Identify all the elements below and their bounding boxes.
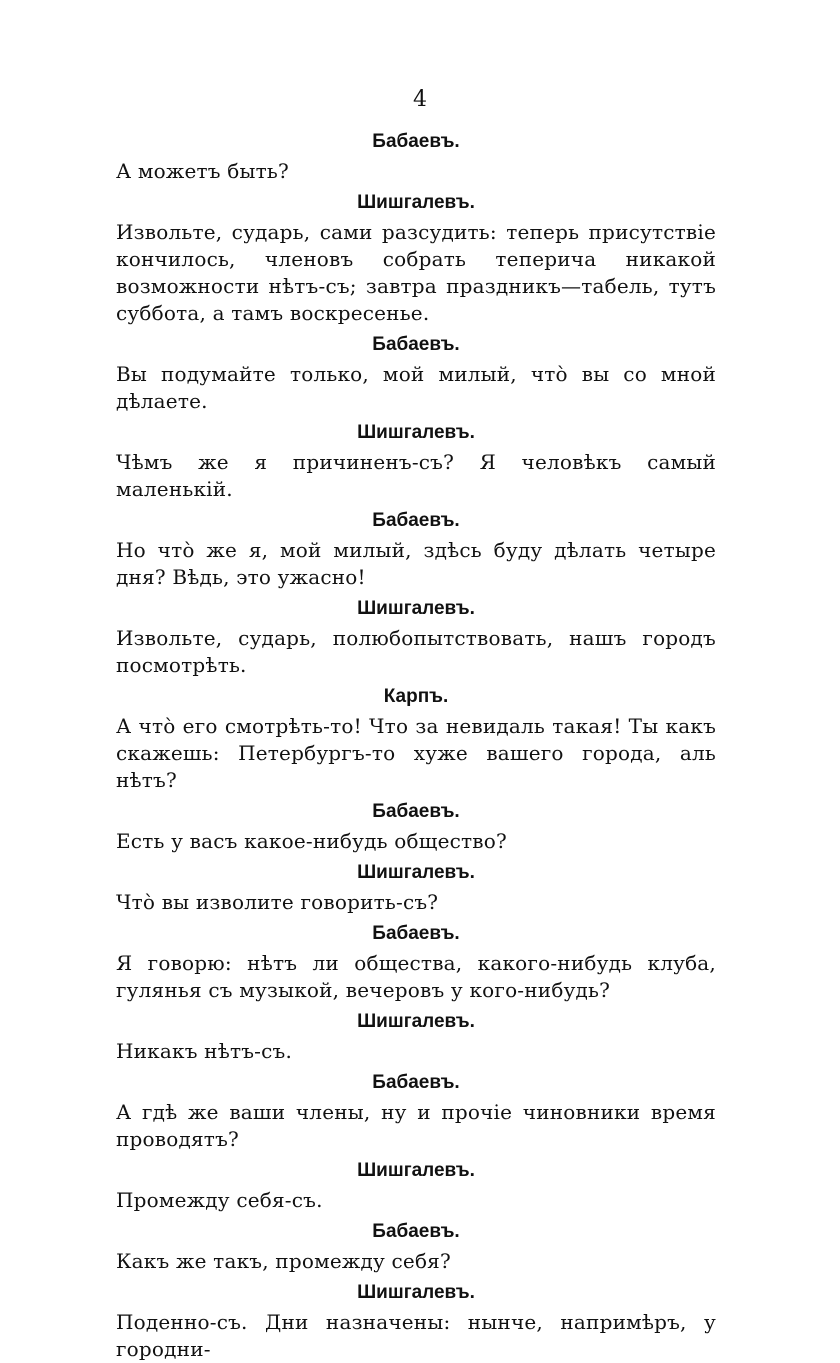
dialogue-line: Я говорю: нѣтъ ли общества, какого-нибудь клуба, гулянья съ музыкой, вечеровъ у кого-нибудь? xyxy=(116,951,716,1002)
dialogue-line: Чѣмъ же я причиненъ-съ? Я человѣкъ самый маленькій. xyxy=(116,450,716,501)
speaker-name: Шишгалевъ. xyxy=(357,598,475,619)
speaker-name: Карпъ. xyxy=(383,686,449,707)
speaker-name: Бабаевъ. xyxy=(372,334,460,355)
speaker-name: Шишгалевъ. xyxy=(357,862,475,883)
speaker-name: Шишгалевъ. xyxy=(357,1282,475,1303)
play-dialogue xyxy=(116,128,716,1363)
dialogue-line: Извольте, сударь, полюбопытствовать, нашъ городъ посмотрѣть. xyxy=(116,626,716,677)
speaker-name: Бабаевъ. xyxy=(372,510,460,531)
speaker-name: Бабаевъ. xyxy=(372,923,460,944)
dialogue-line: Что̀ вы изволите говорить-съ? xyxy=(116,890,439,914)
dialogue-line: Извольте, сударь, сами разсудить: теперь присутствіе кончилось, членовъ собрать теперича никакой возможности нѣтъ-съ; завтра праздникъ—табель, тутъ суббота, а тамъ воскресенье. xyxy=(116,220,716,325)
speaker-name: Бабаевъ. xyxy=(372,1072,460,1093)
speaker-name: Шишгалевъ. xyxy=(357,1160,475,1181)
dialogue-line: Но что̀ же я, мой милый, здѣсь буду дѣлать четыре дня? Вѣдь, это ужасно! xyxy=(116,538,716,589)
dialogue-line: Есть у васъ какое-нибудь общество? xyxy=(116,829,507,853)
dialogue-line: Вы подумайте только, мой милый, что̀ вы со мной дѣлаете. xyxy=(116,362,716,413)
dialogue-line: Поденно-съ. Дни назначены: нынче, напримѣръ, у городни- xyxy=(116,1310,716,1361)
speaker-name: Бабаевъ. xyxy=(372,131,460,152)
speaker-name: Шишгалевъ. xyxy=(357,1011,475,1032)
speaker-name: Бабаевъ. xyxy=(372,1221,460,1242)
dialogue-line: А можетъ быть? xyxy=(116,159,289,183)
speaker-name: Шишгалевъ. xyxy=(357,422,475,443)
dialogue-line: Промежду себя-съ. xyxy=(116,1188,323,1212)
page-number: 4 xyxy=(413,87,427,112)
dialogue-line: Какъ же такъ, промежду себя? xyxy=(116,1249,451,1273)
speaker-name: Шишгалевъ. xyxy=(357,192,475,213)
dialogue-line: А гдѣ же ваши члены, ну и прочіе чиновники время проводятъ? xyxy=(116,1100,716,1151)
dialogue-line: А что̀ его смотрѣть-то! Что за невидаль такая! Ты какъ скажешь: Петербургъ-то хуже вашего города, аль нѣтъ? xyxy=(116,714,716,792)
speaker-name: Бабаевъ. xyxy=(372,801,460,822)
dialogue-line: Никакъ нѣтъ-съ. xyxy=(116,1039,292,1063)
